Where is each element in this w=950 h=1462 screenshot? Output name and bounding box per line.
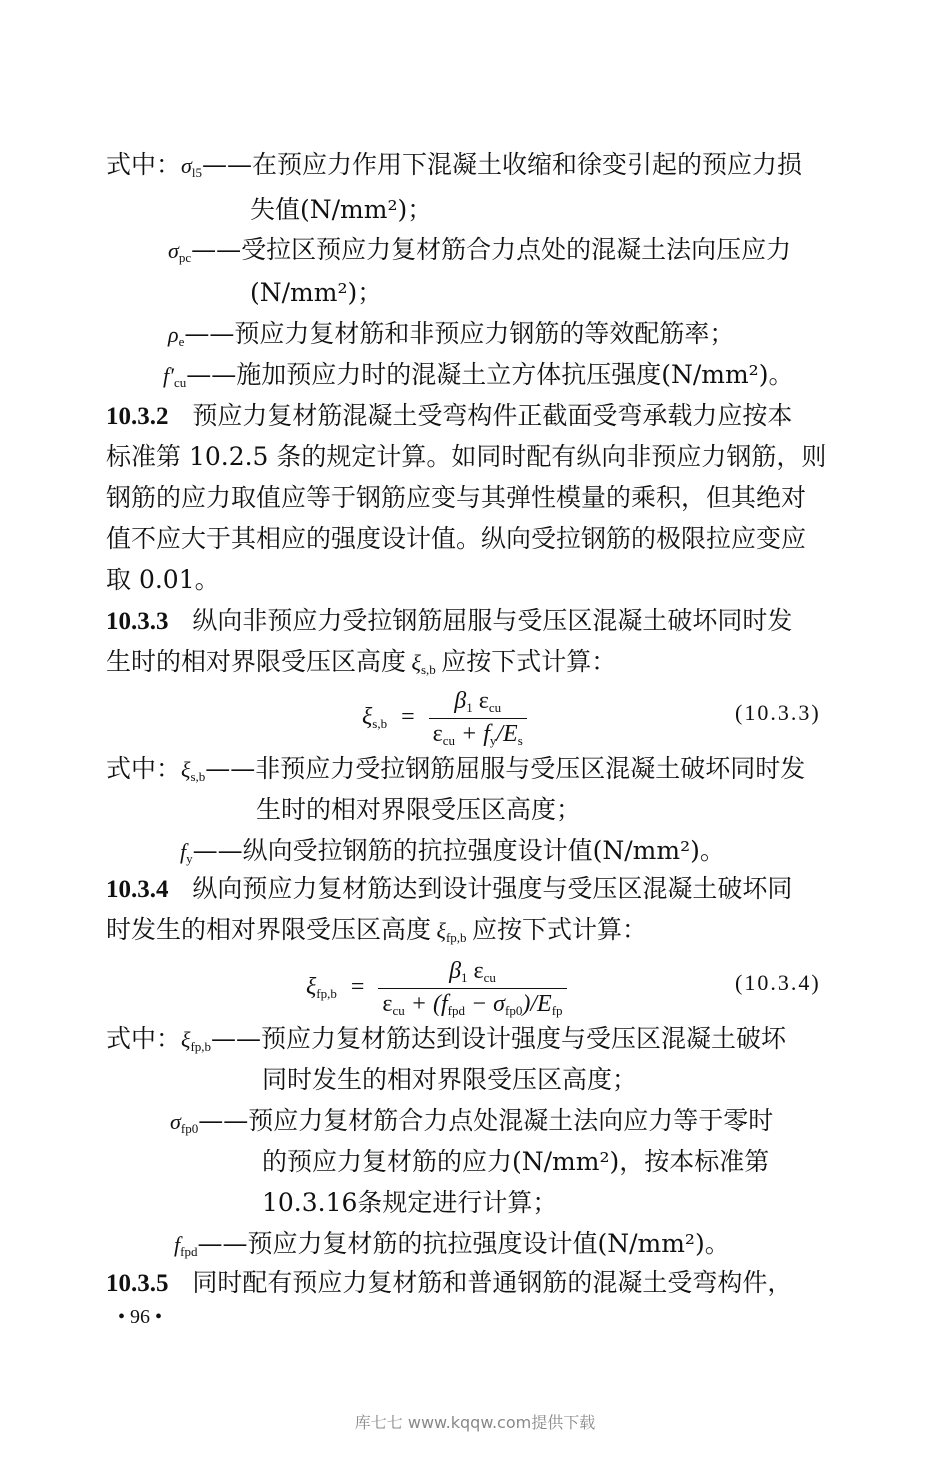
clause-10-3-5: 10.3.5 同时配有预应力复材筋和普通钢筋的混凝土受弯构件， — [106, 1268, 793, 1297]
footer-watermark: 库七七 www.kqqw.com提供下载 — [354, 1413, 596, 1432]
definition-sigma-fp0: $\sigma_{fp0}——$预应力复材筋合力点处混凝土法向应力等于零时 — [170, 1104, 773, 1146]
clause-number: 10.3.4 — [106, 876, 169, 903]
clause-number: 10.3.2 — [106, 403, 169, 430]
definition-l15 — [106, 148, 802, 190]
clause-10-3-4: 10.3.4 纵向预应力复材筋达到设计强度与受压区混凝土破坏同 — [106, 874, 793, 903]
symbol-xi-sb: $\xi_{s,b}$ — [411, 650, 436, 677]
clause-10-3-4-line2: 时发生的相对界限受压区高度 $\xi_{fp,b}$ 应按下式计算： — [106, 913, 647, 955]
symbol-sigma-pc: $\sigma_{pc}$ — [168, 238, 192, 265]
symbol-fy: $f_y$ — [180, 839, 193, 866]
where-label: 式中： — [106, 150, 182, 179]
definition-pc: $\sigma_{pc}——$受拉区预应力复材筋合力点处的混凝土法向压应力 — [168, 233, 791, 275]
equation-number: (10.3.4) — [735, 970, 821, 995]
definition-fcu: $f'_{cu}——$施加预应力时的混凝土立方体抗压强度(N/mm²)。 — [163, 358, 793, 400]
definition-xi-sb-cont: 生时的相对界限受压区高度； — [256, 795, 582, 824]
definition-pc-cont: (N/mm²)； — [250, 278, 383, 307]
symbol-fcu-prime: $f'_{cu}$ — [163, 363, 187, 390]
clause-10-3-3-line2: 生时的相对界限受压区高度 $\xi_{s,b}$ 应按下式计算： — [106, 645, 616, 687]
formula-denominator: $\varepsilon_{cu} + (f_{fpd} - \sigma_{fp0})/E_{fp}$ — [382, 991, 563, 1018]
formula-numerator: $\beta_1$ $\varepsilon_{cu}$ — [378, 958, 566, 989]
definition-fy: $f_y——$纵向受拉钢筋的抗拉强度设计值(N/mm²)。 — [180, 834, 725, 876]
definition-xi-fpb-cont: 同时发生的相对界限受压区高度； — [262, 1065, 638, 1094]
clause-number: 10.3.5 — [106, 1270, 169, 1297]
page-number: • 96 • — [118, 1306, 163, 1328]
symbol-xi-fpb: $\xi_{fp,b}$ — [436, 918, 467, 945]
clause-10-3-2-line5: 取 0.01。 — [106, 565, 220, 594]
formula-fraction — [429, 688, 527, 749]
equation-number: (10.3.3) — [735, 700, 821, 725]
formula-equals: = — [350, 974, 365, 1001]
clause-10-3-3: 10.3.3 纵向非预应力受拉钢筋屈服与受压区混凝土破坏同时发 — [106, 606, 793, 635]
definition-ffpd: $f_{fpd}——$预应力复材筋的抗拉强度设计值(N/mm²)。 — [174, 1227, 730, 1269]
formula-denominator: $\varepsilon_{cu} + f_y/E_s$ — [432, 721, 523, 748]
clause-10-3-2-line3: 钢筋的应力取值应等于钢筋应变与其弹性模量的乘积，但其绝对 — [106, 483, 807, 512]
clause-10-3-2-line4: 值不应大于其相应的强度设计值。纵向受拉钢筋的极限拉应变应 — [106, 524, 807, 553]
formula-lhs: $\xi_{fp,b}$ — [306, 974, 337, 1002]
formula-10-3-4 — [306, 958, 567, 1019]
formula-lhs: $\xi_{s,b}$ — [362, 704, 388, 732]
definition-l15-cont: 失值(N/mm²)； — [250, 195, 433, 224]
definition-rho: $\rho_e——$预应力复材筋和非预应力钢筋的等效配筋率； — [168, 317, 734, 359]
symbol-rho-e: $\rho_e$ — [168, 322, 185, 349]
definition-sigma-fp0-cont1: 的预应力复材筋的应力(N/mm²)，按本标准第 — [262, 1147, 770, 1176]
symbol-sigma-fp0: $\sigma_{fp0}$ — [170, 1109, 199, 1136]
definition-text: ——在预应力作用下混凝土收缩和徐变引起的预应力损 — [202, 150, 803, 179]
clause-number: 10.3.3 — [106, 608, 169, 635]
symbol-xi-sb: $\xi_{s,b}$ — [181, 757, 206, 784]
definition-xi-fpb: 式中：$\xi_{fp,b}——$预应力复材筋达到设计强度与受压区混凝土破坏 — [106, 1022, 786, 1064]
symbol-ffpd: $f_{fpd}$ — [174, 1232, 198, 1259]
formula-numerator: $\beta_1$ $\varepsilon_{cu}$ — [429, 688, 527, 719]
formula-fraction — [378, 958, 566, 1019]
clause-10-3-2-line2: 标准第 10.2.5 条的规定计算。如同时配有纵向非预应力钢筋，则 — [106, 442, 827, 471]
definition-xi-sb: 式中：$\xi_{s,b}——$非预应力受拉钢筋屈服与受压区混凝土破坏同时发 — [106, 752, 805, 794]
clause-10-3-2: 10.3.2 预应力复材筋混凝土受弯构件正截面受弯承载力应按本 — [106, 401, 793, 430]
formula-equals: = — [401, 704, 415, 731]
definition-sigma-fp0-cont2: 10.3.16条规定进行计算； — [262, 1188, 558, 1217]
symbol-sigma-l5: $\sigma_{l5}$ — [181, 153, 202, 180]
formula-10-3-3 — [362, 688, 527, 749]
symbol-xi-fpb: $\xi_{fp,b}$ — [181, 1027, 212, 1054]
